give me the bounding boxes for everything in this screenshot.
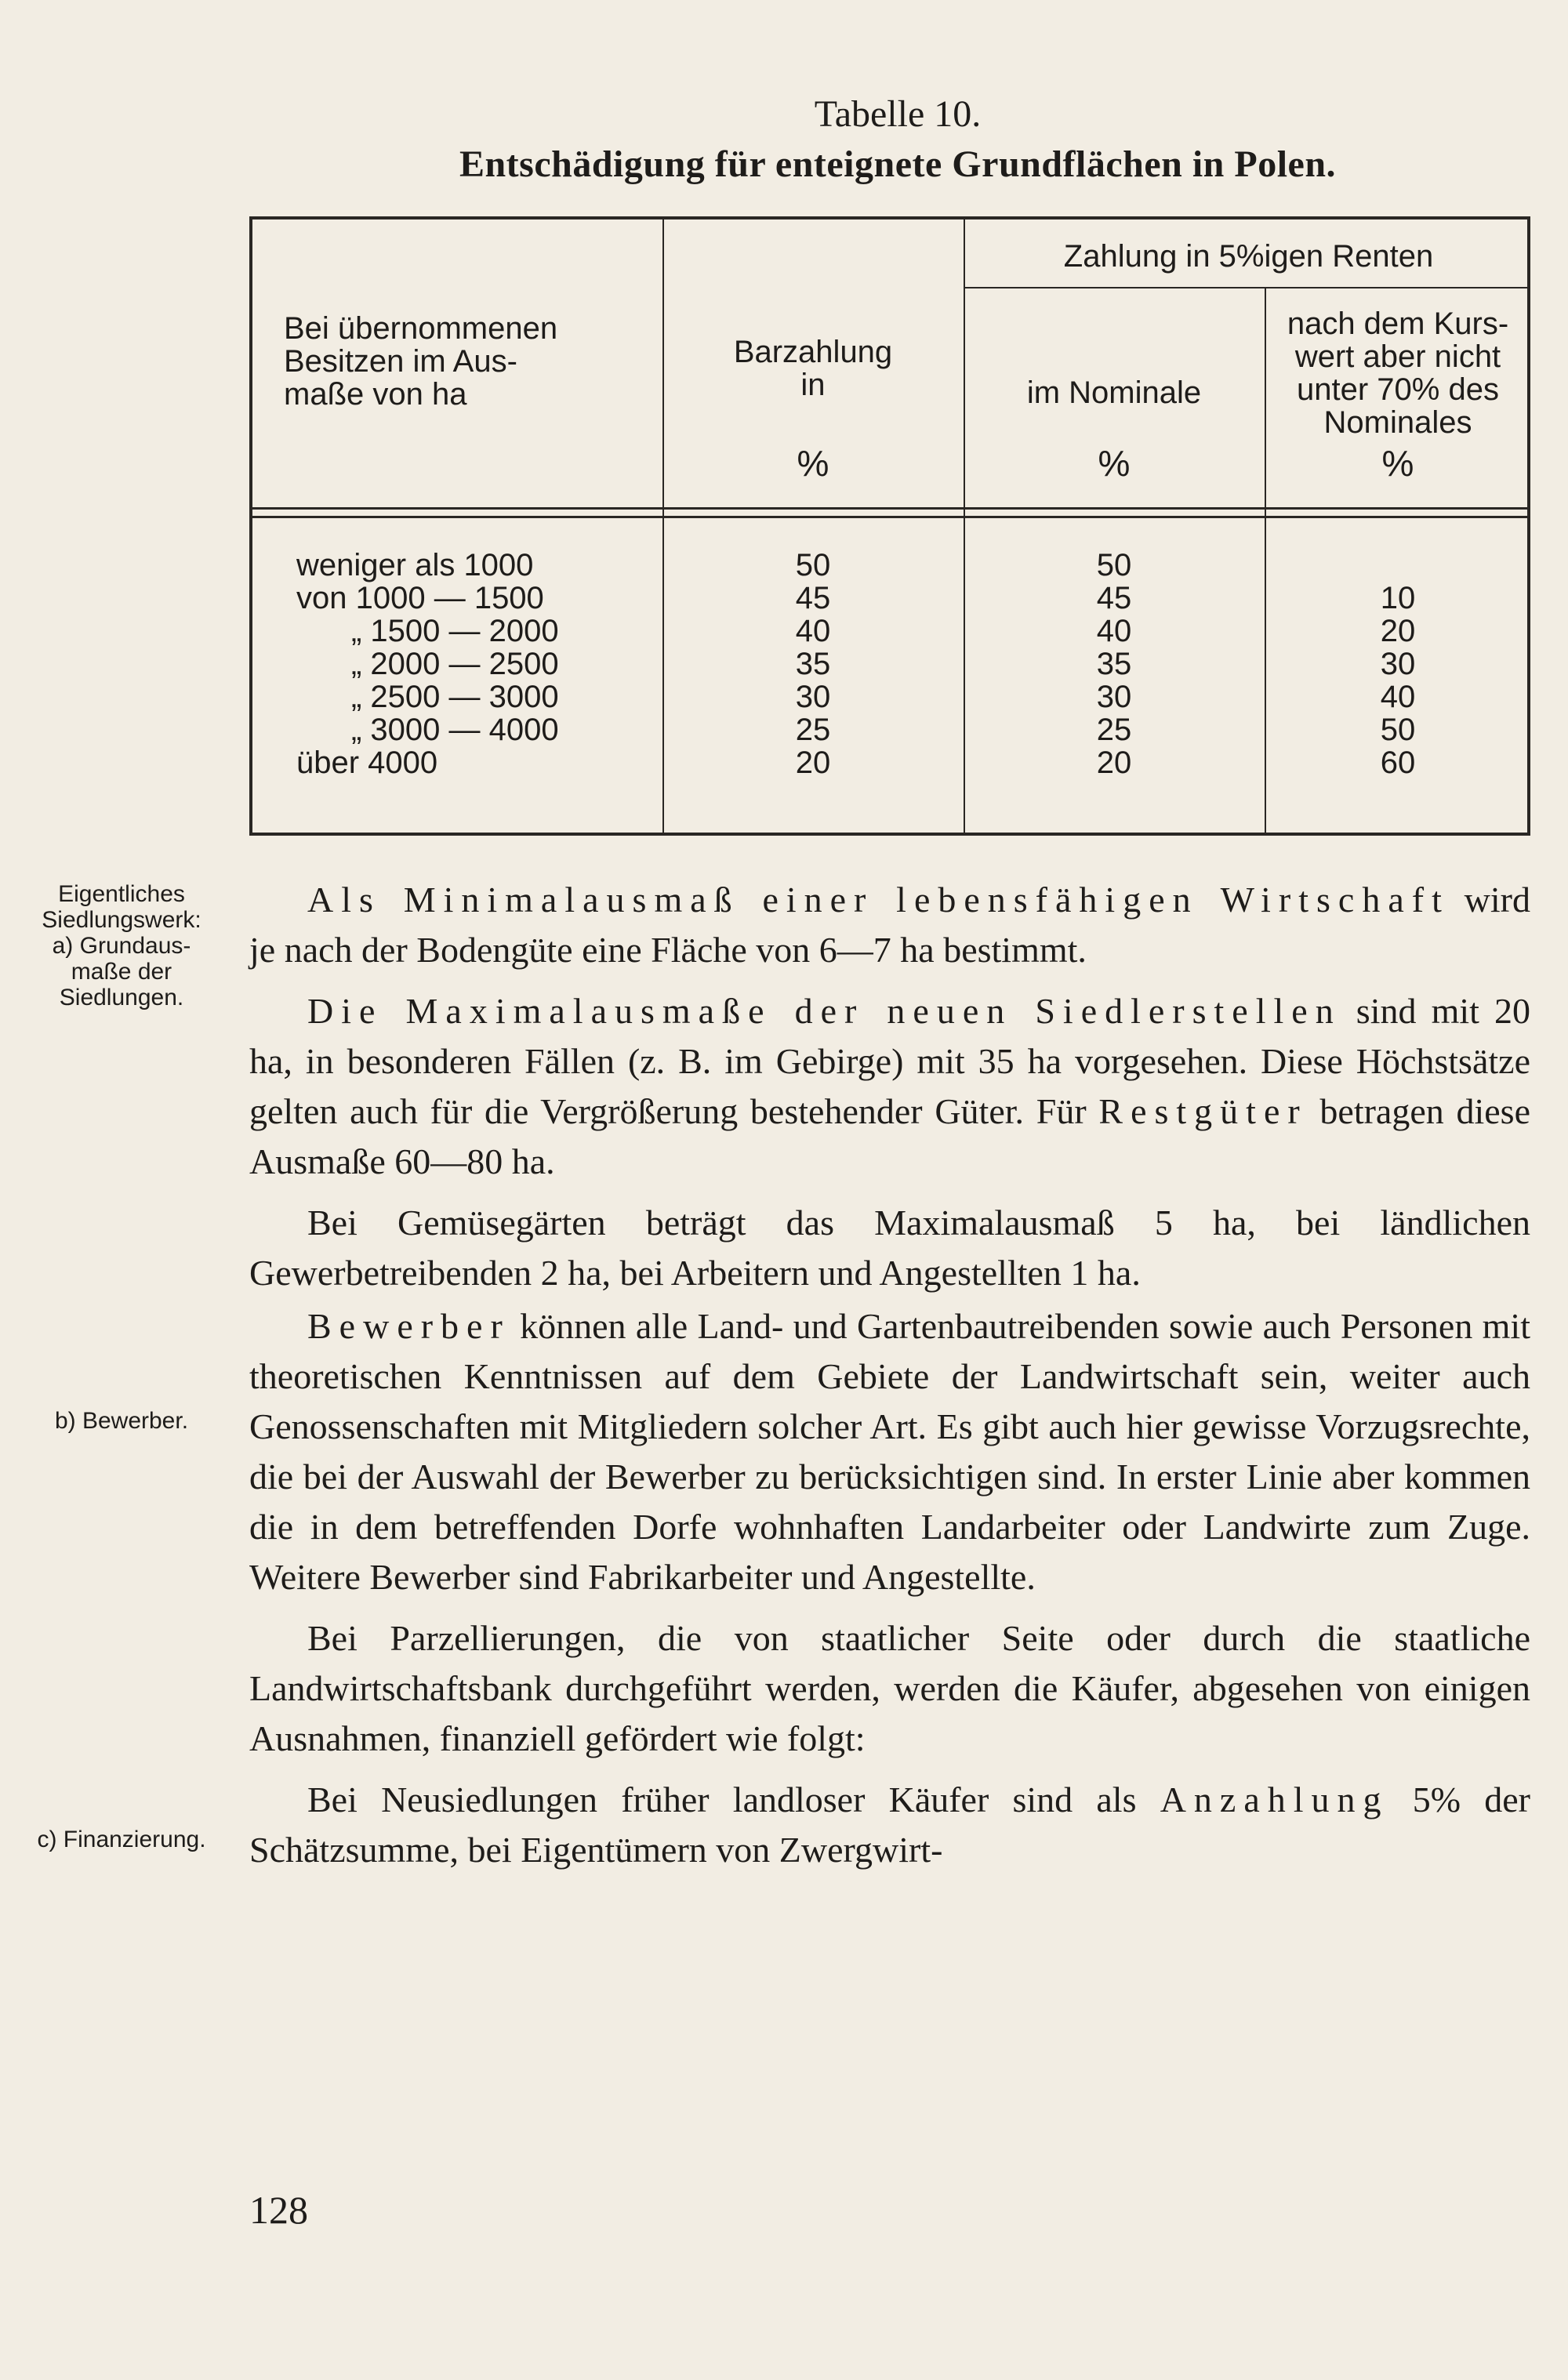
cell-nominal: 20 bbox=[1096, 746, 1132, 780]
paragraph-text: betragen diese Ausmaße 60—80 ha. bbox=[249, 1091, 1531, 1181]
cell-market-value: 40 bbox=[1380, 680, 1416, 714]
margin-note-grundausmasse bbox=[8, 881, 235, 1010]
header-holding-size bbox=[252, 312, 662, 411]
compensation-table bbox=[249, 216, 1530, 836]
paragraph bbox=[249, 986, 1530, 1187]
header-rule bbox=[252, 507, 1527, 518]
unit-label: % bbox=[1381, 443, 1414, 484]
header-cash bbox=[662, 336, 964, 401]
header-line: maße von ha bbox=[284, 377, 467, 412]
margin-note-line: Siedlungen. bbox=[59, 985, 184, 1010]
unit-label: % bbox=[797, 443, 829, 484]
header-line: Besitzen im Aus- bbox=[284, 344, 517, 379]
cell-nominal: 50 bbox=[1096, 548, 1132, 582]
table-divider bbox=[964, 287, 1527, 288]
margin-note-line: Eigentliches bbox=[58, 881, 185, 907]
paragraph: Bei Gemüsegärten beträgt das Maximalausmaß 5 ha, bei ländlichen Gewerbetreibenden 2 ha, bei Arbeitern und Angestellten 1 ha. bbox=[249, 1203, 1530, 1293]
cell-cash: 25 bbox=[795, 713, 831, 747]
table-row bbox=[252, 746, 1527, 779]
table-row bbox=[252, 615, 1527, 648]
table-row bbox=[252, 648, 1527, 680]
paragraph: Bei Parzellierungen, die von staatlicher Seite oder durch die staatliche Landwirtschaftsbank durchgeführt werden, werden die Käufer, abgesehen von einigen Ausnahmen, finanziell gefördert wie folgt: bbox=[249, 1618, 1530, 1758]
header-line: nach dem Kurs- bbox=[1287, 307, 1509, 341]
spaced-emphasis: Die Maximalausmaße der neuen Siedlerstellen bbox=[307, 991, 1341, 1031]
header-line: wert aber nicht bbox=[1294, 339, 1501, 374]
cell-nominal: 35 bbox=[1096, 647, 1132, 681]
spaced-emphasis: Bewerber bbox=[307, 1306, 510, 1346]
paragraph bbox=[249, 1301, 1530, 1602]
paragraph-text: 5% der Schätzsumme, bei Eigentümern von Zwergwirt- bbox=[249, 1780, 1530, 1870]
spaced-emphasis: Restgüter bbox=[1098, 1091, 1308, 1131]
margin-note-bewerber: b) Bewerber. bbox=[54, 1408, 189, 1434]
paragraph-text: Bei Neusiedlungen früher landloser Käufer sind als bbox=[307, 1780, 1160, 1819]
table-row bbox=[252, 713, 1527, 746]
header-rent-group: Zahlung in 5%igen Renten bbox=[1063, 239, 1434, 274]
paragraph-text: können alle Land- und Gartenbautreibenden sowie auch Personen mit theoretischen Kenntnissen auf dem Gebiete der Landwirtschaft sein, weiter auch Genossenschaften mit Mitgliedern solcher Art. Es gibt auch hier gewisse Vorzugsrechte, die bei der Auswahl der Bewerber zu berücksichtigen sind. In erster Linie aber kommen die in dem betreffenden Dorfe wohnhaften Landarbeiter oder Landwirte zum Zuge. Weitere Bewerber sind Fabrikarbeiter und Angestellte. bbox=[249, 1306, 1530, 1597]
cell-range: „ 2000 — 2500 bbox=[351, 647, 559, 681]
header-line: Nominales bbox=[1323, 405, 1472, 440]
header-line: Bei übernommenen bbox=[284, 311, 558, 346]
spaced-emphasis: Als Minimalausmaß einer lebensfähigen Wirtschaft bbox=[307, 880, 1450, 920]
margin-note-line: maße der bbox=[71, 959, 172, 985]
paragraph-text: sind mit 20 ha, in besonderen Fällen (z. B. im Gebirge) mit 35 ha vorgesehen. Diese Höchstsätze gelten auch für die Vergrößerung bestehender Güter. Für bbox=[249, 991, 1530, 1131]
cell-cash: 40 bbox=[795, 614, 831, 648]
cell-cash: 50 bbox=[795, 548, 831, 582]
cell-range: weniger als 1000 bbox=[296, 548, 534, 582]
cell-range: „ 1500 — 2000 bbox=[351, 614, 559, 648]
header-line: in bbox=[800, 368, 826, 402]
cell-cash: 45 bbox=[795, 581, 831, 615]
cell-nominal: 30 bbox=[1096, 680, 1132, 714]
header-line: unter 70% des bbox=[1297, 372, 1499, 407]
cell-market-value: 30 bbox=[1380, 647, 1416, 681]
table-number: Tabelle 10. bbox=[814, 93, 982, 135]
cell-range: „ 2500 — 3000 bbox=[351, 680, 559, 714]
spaced-emphasis: Anzahlung bbox=[1160, 1780, 1389, 1819]
paragraph bbox=[249, 1775, 1530, 1875]
header-market-value bbox=[1265, 307, 1531, 439]
cell-range: „ 3000 — 4000 bbox=[351, 713, 559, 747]
cell-range: über 4000 bbox=[296, 746, 438, 780]
paragraph-text: wird je nach der Bodengüte eine Fläche von 6—7 ha bestimmt. bbox=[249, 880, 1530, 970]
cell-cash: 20 bbox=[795, 746, 831, 780]
cell-cash: 30 bbox=[795, 680, 831, 714]
cell-nominal: 25 bbox=[1096, 713, 1132, 747]
cell-market-value: 50 bbox=[1380, 713, 1416, 747]
cell-range: von 1000 — 1500 bbox=[296, 581, 544, 615]
page-number: 128 bbox=[249, 2188, 308, 2232]
margin-note-line: a) Grundaus- bbox=[52, 933, 191, 959]
cell-cash: 35 bbox=[795, 647, 831, 681]
margin-note-line: Siedlungswerk: bbox=[42, 907, 201, 933]
cell-nominal: 45 bbox=[1096, 581, 1132, 615]
cell-market-value: 10 bbox=[1380, 581, 1416, 615]
body-text bbox=[249, 875, 1530, 1875]
table-row bbox=[252, 549, 1527, 582]
header-nominal: im Nominale bbox=[1026, 376, 1202, 410]
table-body bbox=[252, 549, 1527, 779]
paragraph bbox=[249, 875, 1530, 975]
table-row bbox=[252, 582, 1527, 615]
table-title: Entschädigung für enteignete Grundflächen in Polen. bbox=[459, 143, 1337, 185]
cell-nominal: 40 bbox=[1096, 614, 1132, 648]
cell-market-value: 60 bbox=[1380, 746, 1416, 780]
unit-label: % bbox=[1098, 443, 1131, 484]
margin-note-finanzierung: c) Finanzierung. bbox=[37, 1827, 206, 1852]
header-line: Barzahlung bbox=[733, 335, 893, 369]
table-row bbox=[252, 680, 1527, 713]
cell-market-value: 20 bbox=[1380, 614, 1416, 648]
